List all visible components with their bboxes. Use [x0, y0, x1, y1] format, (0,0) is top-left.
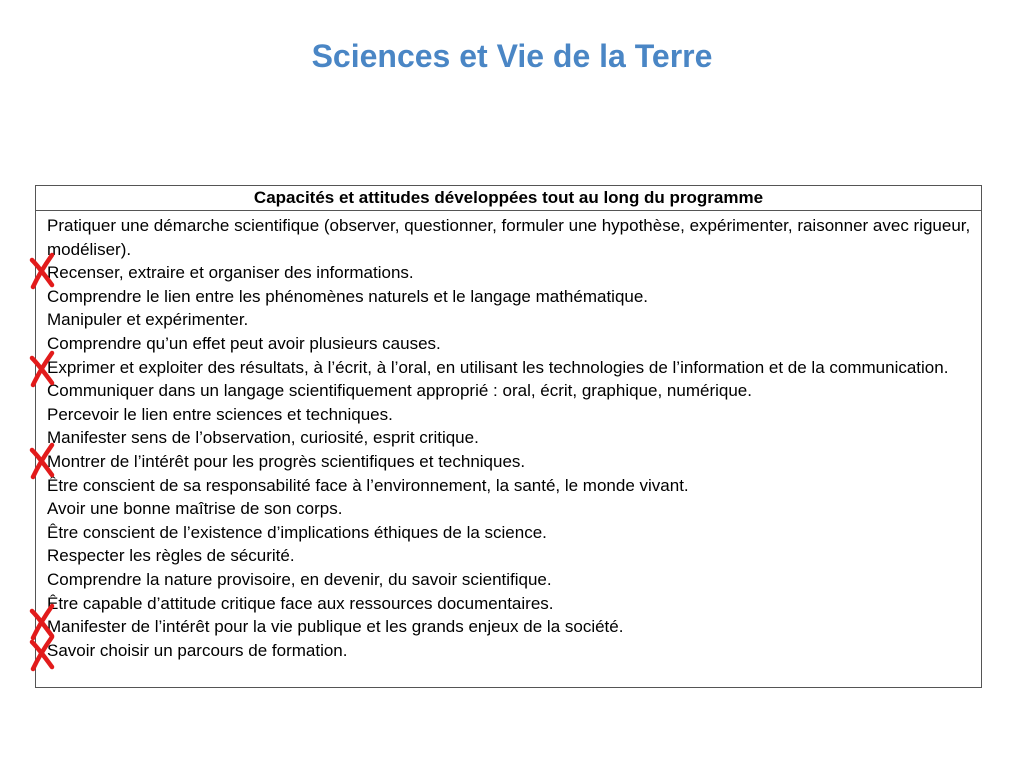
list-item: Montrer de l’intérêt pour les progrès scientifiques et techniques. — [47, 451, 526, 471]
table-header: Capacités et attitudes développées tout au long du programme — [36, 186, 981, 211]
list-item: Pratiquer une démarche scientifique (observer, questionner, formuler une hypothèse, expérimenter, raisonner avec rigueur, modéliser). — [47, 216, 971, 259]
capacities-table — [35, 185, 982, 688]
list-item: Être conscient de l’existence d’implications éthiques de la science. — [47, 522, 547, 542]
red-x-mark-icon — [28, 350, 56, 388]
list-item: Comprendre qu’un effet peut avoir plusieurs causes. — [47, 333, 441, 353]
list-item: Savoir choisir un parcours de formation. — [47, 640, 348, 660]
list-item: Respecter les règles de sécurité. — [47, 546, 295, 566]
slide-title: Sciences et Vie de la Terre — [311, 38, 713, 74]
list-item: Comprendre la nature provisoire, en devenir, du savoir scientifique. — [47, 569, 552, 589]
list-item: Manipuler et expérimenter. — [47, 310, 249, 330]
list-item: Communiquer dans un langage scientifiquement approprié : oral, écrit, graphique, numérique. — [47, 381, 752, 401]
list-item: Comprendre le lien entre les phénomènes naturels et le langage mathématique. — [47, 286, 649, 306]
list-item: Être capable d’attitude critique face aux ressources documentaires. — [47, 593, 554, 613]
list-item: Avoir une bonne maîtrise de son corps. — [47, 499, 343, 519]
list-item: Recenser, extraire et organiser des informations. — [47, 263, 414, 283]
red-x-mark-icon — [28, 442, 56, 480]
list-item: Manifester sens de l’observation, curiosité, esprit critique. — [47, 428, 479, 448]
table-body — [36, 211, 981, 662]
list-item: Être conscient de sa responsabilité face à l’environnement, la santé, le monde vivant. — [47, 475, 689, 495]
red-x-mark-icon — [28, 252, 56, 290]
list-item: Percevoir le lien entre sciences et techniques. — [47, 404, 393, 424]
list-item: Exprimer et exploiter des résultats, à l’écrit, à l’oral, en utilisant les technologies de l’information et de la communication. — [47, 357, 949, 377]
list-item: Manifester de l’intérêt pour la vie publique et les grands enjeux de la société. — [47, 617, 624, 637]
red-x-mark-icon — [28, 634, 56, 672]
